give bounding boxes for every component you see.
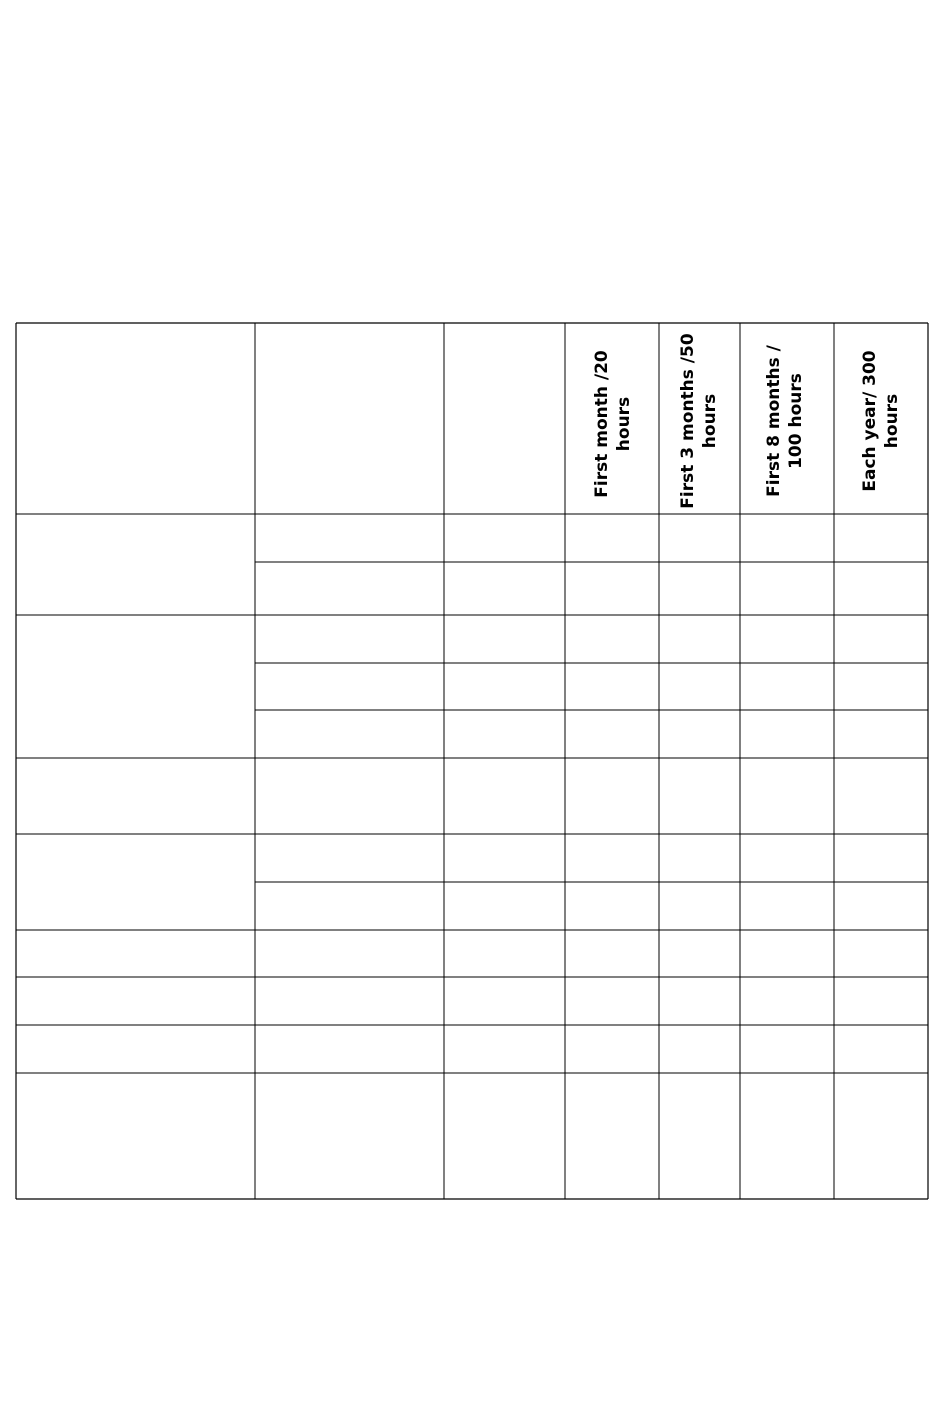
- header-first-month: [593, 331, 633, 517]
- header-first-8-months: [762, 328, 808, 514]
- header-each-year-label: Each year/ 300 hours: [860, 350, 902, 492]
- header-first-month-label: First month /20 hours: [592, 350, 634, 498]
- header-first-3-months-label: First 3 months /50 hours: [678, 333, 720, 509]
- header-first-3-months: [676, 328, 722, 514]
- header-first-8-months-label: First 8 months / 100 hours: [764, 345, 806, 497]
- header-each-year: [858, 328, 904, 514]
